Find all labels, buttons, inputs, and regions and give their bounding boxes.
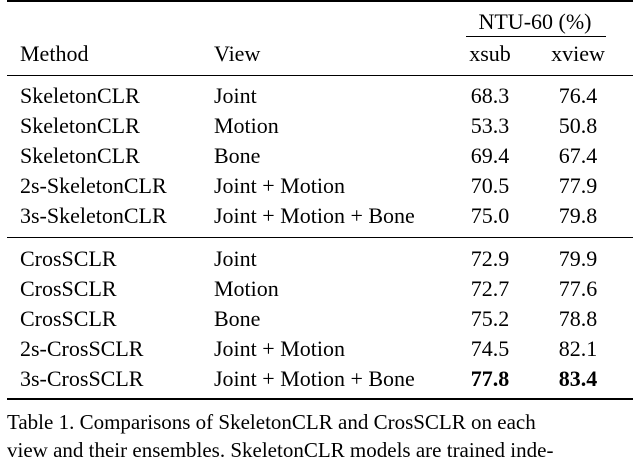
xsub-cell: 72.9 xyxy=(470,246,510,271)
xview-cell: 79.8 xyxy=(558,203,598,228)
view-cell: Joint + Motion xyxy=(214,336,345,361)
xview-cell: 77.9 xyxy=(558,173,598,198)
xsub-cell: 75.2 xyxy=(470,306,510,331)
xview-cell: 76.4 xyxy=(558,83,598,108)
method-cell: CrosSCLR xyxy=(20,306,117,331)
ntu60-group-header: NTU-60 (%) xyxy=(478,9,592,34)
xview-cell: 79.9 xyxy=(558,246,598,271)
view-cell: Motion xyxy=(214,276,279,301)
xsub-cell: 74.5 xyxy=(470,336,510,361)
column-header-xview: xview xyxy=(551,41,605,66)
view-cell: Joint xyxy=(214,83,257,108)
xview-cell: 50.8 xyxy=(558,113,598,138)
view-cell: Joint + Motion xyxy=(214,173,345,198)
method-cell: CrosSCLR xyxy=(20,246,117,271)
column-header-view: View xyxy=(214,41,261,66)
xview-cell: 77.6 xyxy=(558,276,598,301)
table-caption-line-2: view and their ensembles. SkeletonCLR models are trained inde- xyxy=(7,438,554,462)
xview-cell: 67.4 xyxy=(558,143,598,168)
method-cell: 3s-SkeletonCLR xyxy=(20,203,167,228)
xview-cell: 78.8 xyxy=(558,306,598,331)
method-cell: SkeletonCLR xyxy=(20,113,140,138)
view-cell: Joint + Motion + Bone xyxy=(214,203,415,228)
view-cell: Joint + Motion + Bone xyxy=(214,366,415,391)
bottom-rule xyxy=(7,398,633,400)
view-cell: Bone xyxy=(214,306,261,331)
group-header-rule xyxy=(466,36,606,37)
xview-cell-best: 83.4 xyxy=(558,366,598,391)
view-cell: Bone xyxy=(214,143,261,168)
xsub-cell: 53.3 xyxy=(470,113,510,138)
method-cell: 3s-CrosSCLR xyxy=(20,366,144,391)
header-rule xyxy=(7,75,633,76)
xsub-cell: 75.0 xyxy=(470,203,510,228)
top-rule xyxy=(7,0,633,2)
xsub-cell: 68.3 xyxy=(470,83,510,108)
xview-cell: 82.1 xyxy=(558,336,598,361)
column-header-xsub: xsub xyxy=(469,41,511,66)
table-caption-line-1: Table 1. Comparisons of SkeletonCLR and CrosSCLR on each xyxy=(7,410,536,434)
method-cell: SkeletonCLR xyxy=(20,83,140,108)
method-cell: CrosSCLR xyxy=(20,276,117,301)
method-cell: SkeletonCLR xyxy=(20,143,140,168)
view-cell: Motion xyxy=(214,113,279,138)
xsub-cell: 72.7 xyxy=(470,276,510,301)
xsub-cell: 69.4 xyxy=(470,143,510,168)
xsub-cell-best: 77.8 xyxy=(470,366,510,391)
xsub-cell: 70.5 xyxy=(470,173,510,198)
group-divider-rule xyxy=(7,237,633,238)
method-cell: 2s-SkeletonCLR xyxy=(20,173,167,198)
view-cell: Joint xyxy=(214,246,257,271)
column-header-method: Method xyxy=(20,41,89,66)
method-cell: 2s-CrosSCLR xyxy=(20,336,144,361)
